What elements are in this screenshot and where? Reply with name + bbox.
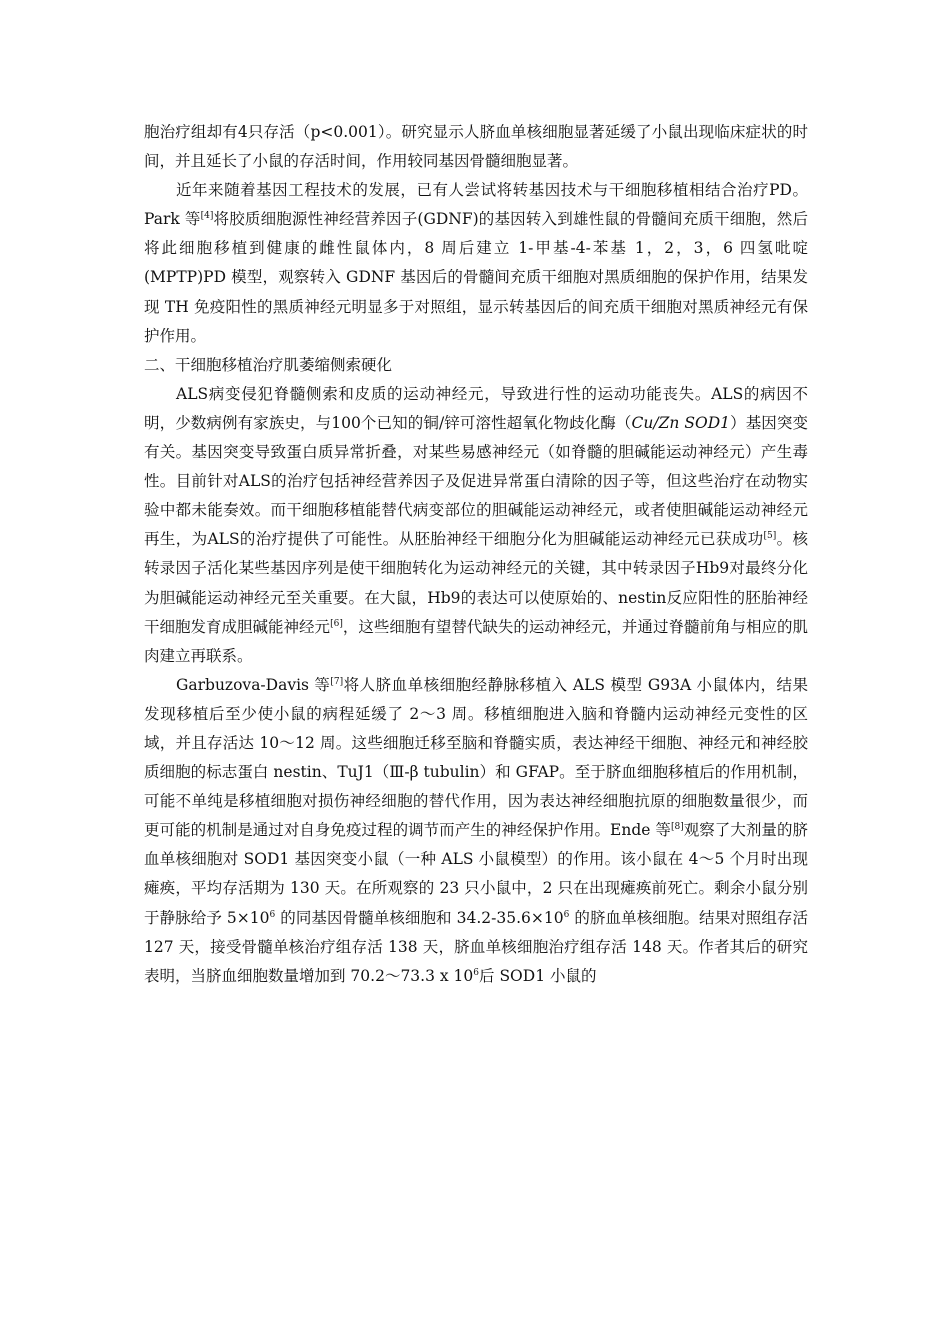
citation-superscript: [4] bbox=[200, 211, 214, 222]
paragraph-als-overview bbox=[144, 380, 808, 671]
text-run: 的同基因骨髓单核细胞和 34.2-35.6×10 bbox=[275, 908, 564, 927]
citation-superscript: [5] bbox=[763, 531, 777, 542]
citation-superscript: 6 bbox=[473, 967, 480, 978]
citation-superscript: 6 bbox=[269, 909, 276, 920]
citation-superscript: [6] bbox=[330, 618, 343, 629]
text-run: 将胶质细胞源性神经营养因子(GDNF)的基因转入到雄性鼠的骨髓间充质干细胞，然后将此细胞移植到健康的雌性鼠体内，8 周后建立 1-甲基-4-苯基 1，2，3，6 四氢吡啶(MPTP)PD 模型，观察转入 GDNF 基因后的骨髓间充质干细胞对黑质细胞的保护作用，结果发现 TH 免疫阳性的黑质神经元明显多于对照组，显示转基因后的间充质干细胞对黑质神经元有保护作用。 bbox=[144, 210, 808, 345]
document-page bbox=[144, 118, 808, 991]
text-run: 胞治疗组却有4只存活（p<0.001）。研究显示人脐血单核细胞显著延缓了小鼠出现临床症状的时间，并且延长了小鼠的存活时间，作用较同基因骨髓细胞显著。 bbox=[144, 123, 808, 171]
italic-gene-name: Cu/Zn SOD1 bbox=[631, 413, 730, 432]
text-run: 观察了大剂量的脐血单核细胞对 SOD1 基因突变小鼠（一种 ALS 小鼠模型）的作用。该小鼠在 4～5 个月时出现瘫痪，平均存活期为 130 天。在所观察的 23 只小鼠中，2 只在出现瘫痪前死亡。剩余小鼠分别于静脉给予 5×10 bbox=[144, 821, 808, 927]
text-run: ALS病变侵犯脊髓侧索和皮质的运动神经元，导致进行性的运动功能丧失。ALS的病因不明，少数病例有家族史，与100个已知的铜/锌可溶性超氧化物歧化酶（ bbox=[144, 384, 808, 432]
citation-superscript: [8] bbox=[670, 822, 684, 833]
paragraph-cord-blood-als bbox=[144, 671, 808, 991]
citation-superscript: [7] bbox=[330, 676, 344, 687]
text-run: 。核转录因子活化某些基因序列是使干细胞转化为运动神经元的关键，其中转录因子Hb9对最终分化为胆碱能运动神经元至关重要。在大鼠，Hb9的表达可以使原始的、nestin反应阳性的胚胎神经干细胞发育成胆碱能神经元 bbox=[144, 530, 808, 636]
text-run: ，这些细胞有望替代缺失的运动神经元，并通过脊髓前角与相应的肌肉建立再联系。 bbox=[144, 617, 808, 665]
text-run: 后 SOD1 小鼠的 bbox=[479, 966, 597, 985]
section-heading: 二、干细胞移植治疗肌萎缩侧索硬化 bbox=[144, 355, 393, 374]
text-run: Garbuzova-Davis 等 bbox=[176, 675, 331, 694]
citation-superscript: 6 bbox=[563, 909, 570, 920]
paragraph-continuation bbox=[144, 118, 808, 176]
paragraph-gene-therapy-pd bbox=[144, 176, 808, 351]
text-run: 的脐血单核细胞。结果对照组存活 127 天，接受骨髓单核治疗组存活 138 天，脐血单核细胞治疗组存活 148 天。作者其后的研究表明，当脐血细胞数量增加到 70.2～73.3 x 10 bbox=[144, 908, 809, 985]
text-run: 近年来随着基因工程技术的发展，已有人尝试将转基因技术与干细胞移植相结合治疗PD。Park 等 bbox=[144, 181, 808, 229]
text-run: 将人脐血单核细胞经静脉移植入 ALS 模型 G93A 小鼠体内，结果发现移植后至少使小鼠的病程延缓了 2～3 周。移植细胞进入脑和脊髓内运动神经元变性的区域，并且存活达 10～12 周。这些细胞迁移至脑和脊髓实质，表达神经干细胞、神经元和神经胶质细胞的标志蛋白 nestin、TuJ1（Ⅲ-β tubulin）和 GFAP。至于脐血细胞移植后的作用机制，可能不单纯是移植细胞对损伤神经细胞的替代作用，因为表达神经细胞抗原的细胞数量很少，而更可能的机制是通过对自身免疫过程的调节而产生的神经保护作用。Ende 等 bbox=[144, 675, 808, 840]
text-run: ）基因突变有关。基因突变导致蛋白质异常折叠，对某些易感神经元（如脊髓的胆碱能运动神经元）产生毒性。目前针对ALS的治疗包括神经营养因子及促进异常蛋白清除的因子等，但这些治疗在动物实验中都未能奏效。而干细胞移植能替代病变部位的胆碱能运动神经元，或者使胆碱能运动神经元再生，为ALS的治疗提供了可能性。从胚胎神经干细胞分化为胆碱能运动神经元已获成功 bbox=[144, 413, 809, 549]
